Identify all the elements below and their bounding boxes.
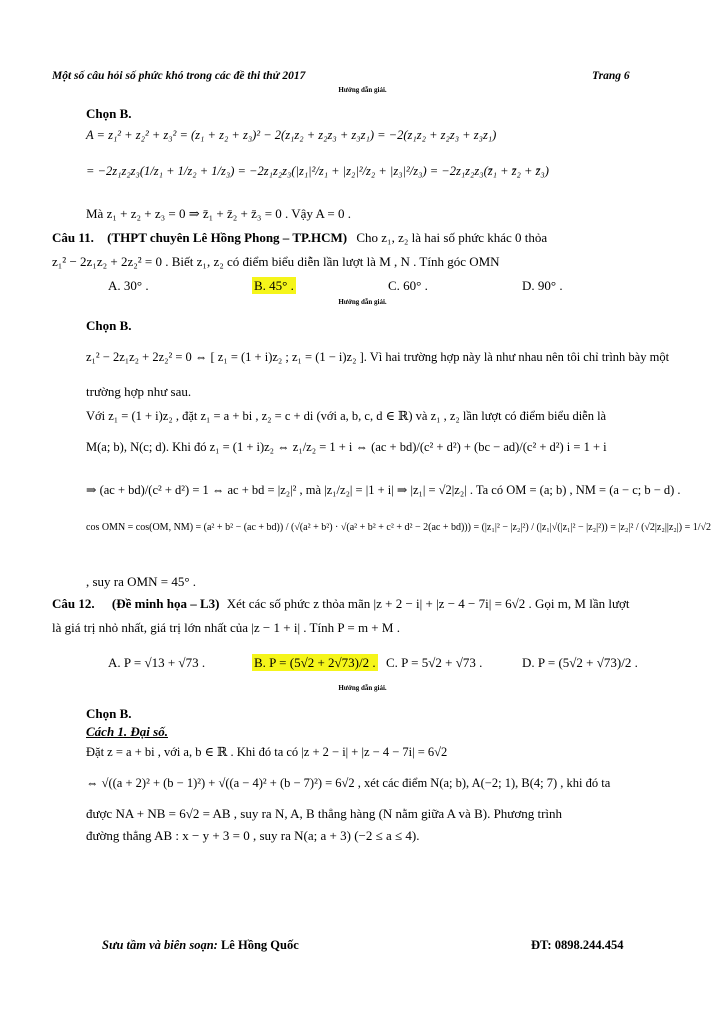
q12-sol-3: được NA + NB = 6√2 = AB , suy ra N, A, B thẳng hàng (N nằm giữa A và B). Phương trình xyxy=(86,806,563,821)
q11-option-c: C. 60° . xyxy=(388,278,428,293)
q11-sol-4: ⇒ (ac + bd)/(c² + d²) = 1 ⇔ ac + bd = |z₂|² , mà |z₁/z₂| = |1 + i| ⇒ |z₁| = √2|z₂| . Ta có OM = (a; b) , NM = (a − c; b − d) . xyxy=(86,483,681,497)
top-eq-1: A = z₁² + z₂² + z₃² = (z₁ + z₂ + z₃)² − 2(z₁z₂ + z₂z₃ + z₃z₁) = −2(z₁z₂ + z₂z₃ + z₃z₁) xyxy=(86,128,497,142)
footer-author: Lê Hồng Quốc xyxy=(220,938,299,952)
q12-text-2: là giá trị nhỏ nhất, giá trị lớn nhất của |z − 1 + i| . Tính P = m + M . xyxy=(52,620,400,635)
top-choice: Chọn B. xyxy=(86,106,132,121)
q11-sol-6: , suy ra OMN = 45° . xyxy=(86,574,197,589)
q11-label: Câu 11. xyxy=(52,230,94,245)
q12-sol-2: ⇔ √((a + 2)² + (b − 1)²) + √((a − 4)² + (b − 7)²) = 6√2 , xét các điểm N(a; b), A(−2; 1), B(4; 7) , khi đó ta xyxy=(86,776,611,790)
q12-option-a: A. P = √13 + √73 . xyxy=(108,655,206,670)
q12-line-1 xyxy=(52,596,629,612)
q12-source: (Đề minh họa – L3) xyxy=(111,596,220,611)
q11-sol-1b: trường hợp như sau. xyxy=(86,384,192,399)
q11-sol-3: M(a; b), N(c; d). Khi đó z₁ = (1 + i)z₂ ⇔ z₁/z₂ = 1 + i ⇔ (ac + bd)/(c² + d²) + (bc − ad)/(c² + d²) i = 1 + i xyxy=(86,440,607,454)
page-number: Trang 6 xyxy=(592,70,630,82)
header-title: Một số câu hỏi số phức khó trong các đề thi thử 2017 xyxy=(52,70,306,82)
q11-sol-5: cos OMN = cos(OM, NM) = (a² + b² − (ac + bd)) / (√(a² + b²) · √(a² + b² + c² + d² − 2(ac + bd))) = (|z₁|² − |z₂|²) / (|z₁|√(|z₁|² − |z₂|²)) = |z₂|² / (√2|z₂||z₂|) = 1/√2 xyxy=(86,522,712,533)
q12-option-b xyxy=(252,655,378,671)
section-heading: Hướng dẫn giải. xyxy=(338,86,387,94)
q11-heading: Hướng dẫn giải. xyxy=(338,298,387,306)
q11-option-a: A. 30° . xyxy=(108,278,149,293)
q12-heading: Hướng dẫn giải. xyxy=(338,684,387,692)
q11-choice: Chọn B. xyxy=(86,318,132,333)
footer-credit xyxy=(102,938,299,953)
q12-sol-1: Đặt z = a + bi , với a, b ∈ ℝ . Khi đó ta có |z + 2 − i| + |z − 4 − 7i| = 6√2 xyxy=(86,745,448,759)
q12-option-c: C. P = 5√2 + √73 . xyxy=(386,655,483,670)
top-conclusion: Mà z₁ + z₂ + z₃ = 0 ⇒ z̄₁ + z̄₂ + z̄₃ = 0 . Vậy A = 0 . xyxy=(86,206,351,221)
q12-sol-4: đường thẳng AB : x − y + 3 = 0 , suy ra N(a; a + 3) (−2 ≤ a ≤ 4). xyxy=(86,828,420,843)
q12-choice: Chọn B. xyxy=(86,706,132,721)
q12-text-1: Xét các số phức z thỏa mãn |z + 2 − i| + |z − 4 − 7i| = 6√2 . Gọi m, M lần lượt xyxy=(226,596,630,611)
footer-prefix: Sưu tầm và biên soạn: xyxy=(102,938,218,952)
q11-line-1 xyxy=(52,230,547,246)
q11-sol-2: Với z₁ = (1 + i)z₂ , đặt z₁ = a + bi , z₂ = c + di (với a, b, c, d ∈ ℝ) và z₁ , z₂ lần lượt có điểm biểu diễn là xyxy=(86,409,607,423)
q11-option-b-highlight: B. 45° . xyxy=(254,278,294,293)
top-eq-2: = −2z₁z₂z₃(1/z₁ + 1/z₂ + 1/z₃) = −2z₁z₂z₃(|z₁|²/z₁ + |z₂|²/z₂ + |z₃|²/z₃) = −2z₁z₂z₃(z̄₁ + z̄₂ + z̄₃) xyxy=(86,164,549,178)
footer-phone: ĐT: 0898.244.454 xyxy=(531,938,624,952)
q12-label: Câu 12. xyxy=(52,596,95,611)
q12-method: Cách 1. Đại số. xyxy=(86,724,168,739)
q11-option-b xyxy=(252,278,296,294)
q11-text-2: z₁² − 2z₁z₂ + 2z₂² = 0 . Biết z₁, z₂ có điểm biểu diễn lần lượt là M , N . Tính góc OMN xyxy=(52,254,500,269)
q11-source: (THPT chuyên Lê Hồng Phong – TP.HCM) xyxy=(107,230,348,245)
q11-option-d: D. 90° . xyxy=(522,278,563,293)
q11-sol-1: z₁² − 2z₁z₂ + 2z₂² = 0 ⇔ [ z₁ = (1 + i)z₂ ; z₁ = (1 − i)z₂ ]. Vì hai trường hợp này là như nhau nên tôi chỉ trình bày một xyxy=(86,350,670,364)
q12-option-b-highlight: B. P = (5√2 + 2√73)/2 . xyxy=(254,655,376,670)
q12-option-d: D. P = (5√2 + √73)/2 . xyxy=(522,655,638,670)
q11-text-1: Cho z₁, z₂ là hai số phức khác 0 thỏa xyxy=(356,230,548,245)
